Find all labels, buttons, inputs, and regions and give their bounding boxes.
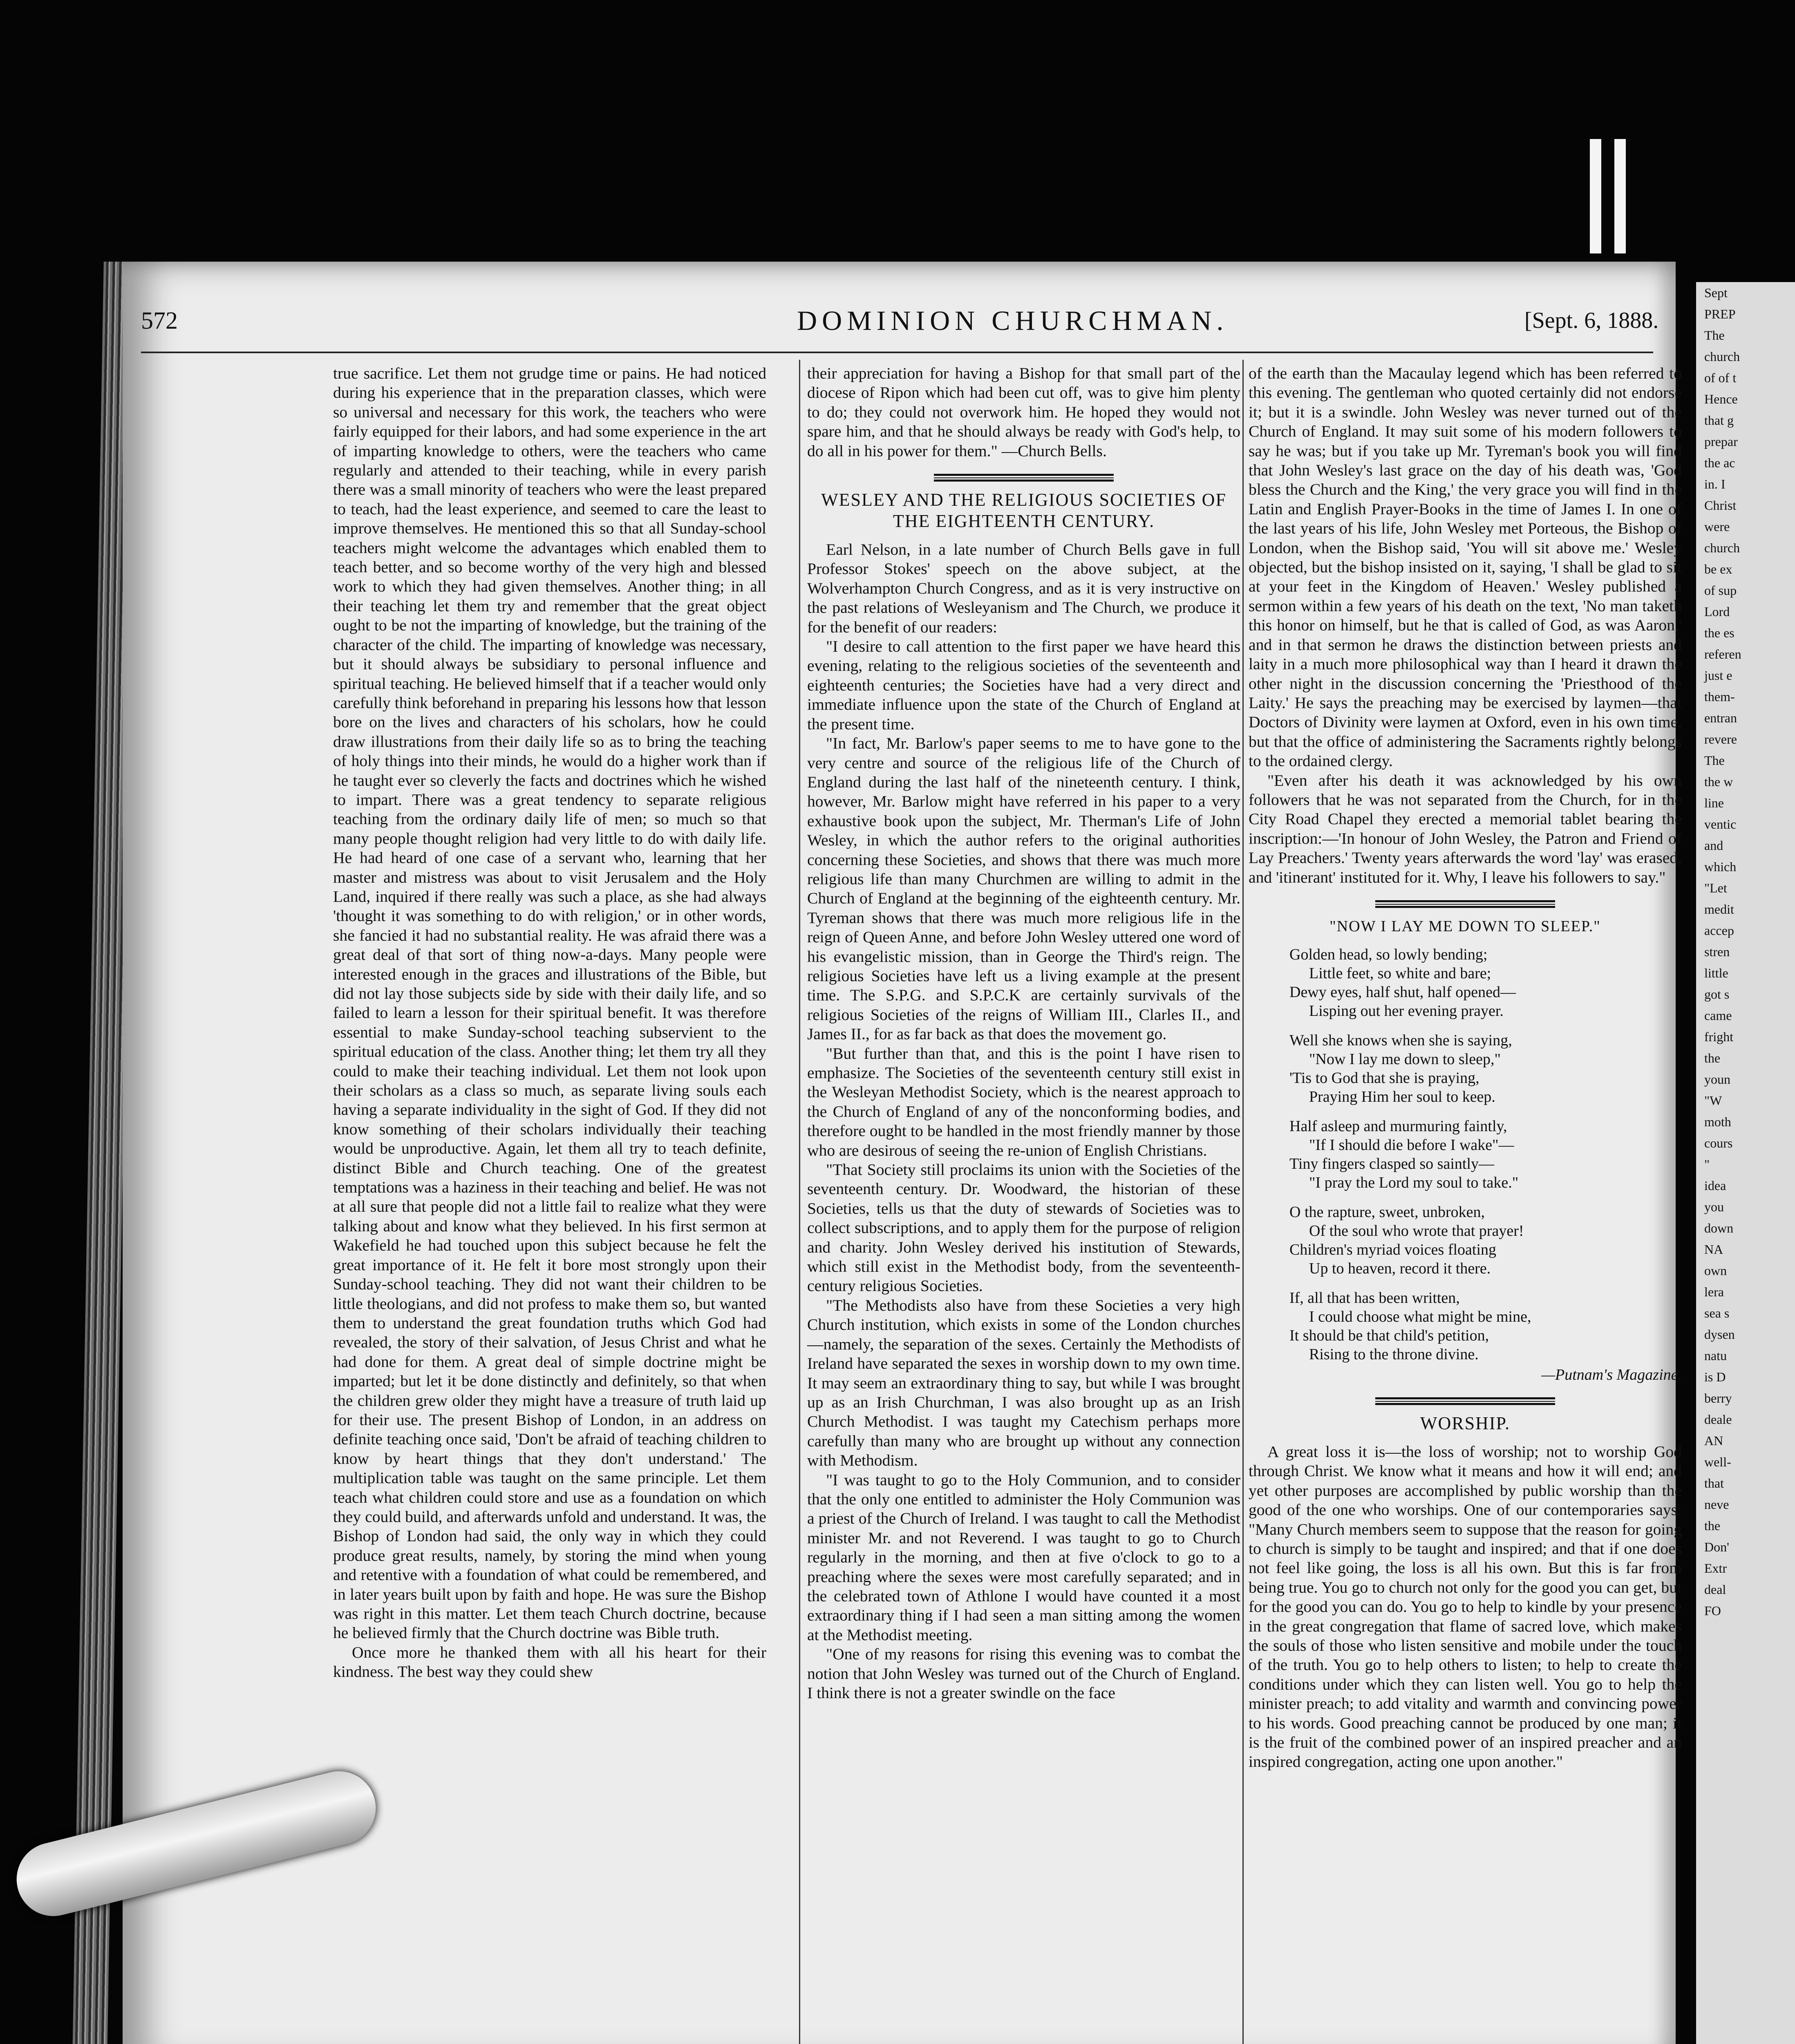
adjacent-page-line: the xyxy=(1704,1518,1721,1533)
section-divider-ornament xyxy=(934,473,1114,482)
adjacent-page-line: Sept xyxy=(1704,285,1728,300)
adjacent-page-line: line xyxy=(1704,796,1724,810)
column-divider xyxy=(1242,360,1244,2044)
adjacent-page-line: AN xyxy=(1704,1433,1723,1448)
poem-line: "I pray the Lord my soul to take." xyxy=(1309,1174,1519,1191)
paragraph: their appreciation for having a Bishop for that small part of the diocese of Ripon which had been cut off, was to give him plenty to do; they could not overwork him. He hoped they would not spare him, and that he should always be ready with God's help, to do all in his power for them." —Church Bells. xyxy=(807,364,1240,460)
adjacent-page-line: deal xyxy=(1704,1582,1726,1597)
adjacent-page-line: fright xyxy=(1704,1029,1734,1044)
scan-marker-bar xyxy=(1590,139,1601,253)
adjacent-page-line: came xyxy=(1704,1008,1732,1023)
adjacent-page-line: and xyxy=(1704,838,1723,853)
adjacent-page-line: just e xyxy=(1704,668,1732,683)
poem-line: Well she knows when she is saying, xyxy=(1289,1031,1512,1049)
adjacent-page-line: referen xyxy=(1704,647,1741,661)
poem-line: Half asleep and murmuring faintly, xyxy=(1289,1117,1507,1135)
paragraph: "In fact, Mr. Barlow's paper seems to me to have gone to the very centre and source of the religious life of the Church of England during the last half of the nineteenth century. I think, however, Mr. Barlow might have referred in his paper to a very exhaustive book upon the subject, Mr. Therman's Life of John Wesley, in which the author refers to the original authorities concerning these Societies, and shows that there was much more religious life than many Churchmen are willing to admit in the Church of England at the beginning of the eighteenth century. Mr. Tyreman shows that there was much more religious life in the reign of Queen Anne, and before John Wesley uttered one word of his evangelistic mission, than in George the Third's reign. The religious Societies have left us a living example at the present time. The S.P.G. and S.P.C.K are certainly survivals of the religious Societies of the reigns of William III., Clarles II., and James II., for as far back as that does the movement go. xyxy=(807,734,1240,1043)
column-divider xyxy=(799,360,800,2044)
poem-line: I could choose what might be mine, xyxy=(1309,1308,1531,1325)
paragraph: "That Society still proclaims its union with the Societies of the seventeenth century. Dr. Woodward, the historian of these Societies, tells us that the duty of stewards of Societies was to collect subscriptions, and to apply them for the purpose of religion and charity. John Wesley derived his institution of Stewards, which still exist in the Methodist body, from the seventeenth-century religious Societies. xyxy=(807,1161,1240,1295)
section-divider-ornament xyxy=(1375,1396,1555,1405)
adjacent-page-line: in. I xyxy=(1704,477,1726,491)
adjacent-page-line: accep xyxy=(1704,923,1734,938)
adjacent-page-line: berry xyxy=(1704,1391,1732,1405)
poem-line: "If I should die before I wake"— xyxy=(1309,1136,1514,1154)
poem-stanza xyxy=(1289,1117,1682,1192)
paragraph: A great loss it is—the loss of worship; not to worship God through Christ. We know what it means and how it will end; and yet other purposes are accomplished by public worship than the good of the one who worships. One of our contemporaries says: "Many Church members seem to suppose that the reason for going to church is simply to be taught and inspired; and that if one does not feel like going, the loss is all his own. But this is far from being true. You go to church not only for the good you can get, but for the good you can do. You go to help to kindle by your presence in the great congregation that flame of sacred love, which makes the souls of those who listen sensitive and mobile under the touch of the truth. You go to help others to listen; to help to create the conditions under which they can listen well. You go to help the minister preach; to add vitality and warmth and convincing power to his words. Good preaching cannot be produced by one man; it is the fruit of the combined power of an inspired preacher and an inspired congregation, acting one upon another." xyxy=(1249,1442,1682,1771)
adjacent-page-line: stren xyxy=(1704,944,1730,959)
page-number: 572 xyxy=(141,307,178,334)
scan-marker-bar xyxy=(1614,139,1626,253)
adjacent-page-line: "Let xyxy=(1704,881,1727,895)
column-3 xyxy=(1249,364,1682,1772)
adjacent-page-line: entran xyxy=(1704,710,1737,725)
adjacent-page-line: " xyxy=(1704,1157,1710,1172)
adjacent-page-line: prepar xyxy=(1704,434,1738,449)
adjacent-page-line: Extr xyxy=(1704,1561,1727,1576)
poem-line: "Now I lay me down to sleep," xyxy=(1309,1050,1501,1068)
header-rule xyxy=(141,352,1653,353)
adjacent-page-text xyxy=(1696,282,1795,1621)
poem-credit: —Putnam's Magazine. xyxy=(1541,1366,1682,1383)
poem-line: Up to heaven, record it there. xyxy=(1309,1260,1491,1277)
poem-line: Praying Him her soul to keep. xyxy=(1309,1088,1495,1105)
paragraph: "One of my reasons for rising this evening was to combat the notion that John Wesley was turned out of the Church of England. I think there is not a greater swindle on the face xyxy=(807,1645,1240,1702)
adjacent-page-line: got s xyxy=(1704,987,1730,1002)
article-title: WESLEY AND THE RELIGIOUS SOCIETIES OF THE EIGHTEENTH CENTURY. xyxy=(821,490,1227,531)
paragraph: of the earth than the Macaulay legend which has been referred to this evening. The gentleman who quoted certainly did not endorse it; but it is a swindle. John Wesley was never turned out of the Church of England. It may suit some of his modern followers to say he was; but if you take up Mr. Tyreman's book you will find that John Wesley's last grace on the day of his death was, 'God bless the Church and the King,' the very grace you will find in the Latin and English Prayer-Books in the time of James I. In one of the last years of his life, John Wesley met Porteous, the Bishop of London, when the Bishop said, 'You will sit above me.' Wesley objected, but the bishop insisted on it, saying, 'I shall be glad to sit at your feet in the Kingdom of Heaven.' Wesley published a sermon within a few years of his death on the text, 'No man taketh this honor on himself, but he that is called of God, as was Aaron,' and in that sermon he draws the distinction between priests and laity in a much more philosophical way than I heard it drawn the other night in the discussion concerning the 'Priesthood of the Laity.' He says the preaching may be exercised by laymen—that Doctors of Divinity were laymen at Oxford, even in his own time, but that the office of administering the Sacraments rightly belongs to the ordained clergy. xyxy=(1249,364,1682,770)
poem-stanza xyxy=(1289,945,1682,1020)
poem-line: Of the soul who wrote that prayer! xyxy=(1309,1222,1524,1239)
adjacent-page-strip xyxy=(1696,282,1795,2044)
adjacent-page-line: little xyxy=(1704,966,1728,980)
adjacent-page-line: own xyxy=(1704,1263,1727,1278)
adjacent-page-line: The xyxy=(1704,328,1725,343)
adjacent-page-line: of of t xyxy=(1704,370,1737,385)
column-1 xyxy=(333,364,766,1682)
adjacent-page-line: revere xyxy=(1704,732,1737,746)
paragraph: Once more he thanked them with all his heart for their kindness. The best way they could shew xyxy=(333,1643,766,1681)
poem-line: Dewy eyes, half shut, half opened— xyxy=(1289,983,1516,1001)
poem-title: "NOW I LAY ME DOWN TO SLEEP." xyxy=(1329,917,1601,935)
poem-stanza xyxy=(1289,1203,1682,1278)
adjacent-page-line: the es xyxy=(1704,625,1735,640)
adjacent-page-line: the w xyxy=(1704,774,1733,789)
poem-stanza xyxy=(1289,1031,1682,1106)
poem-line: 'Tis to God that she is praying, xyxy=(1289,1069,1479,1087)
adjacent-page-line: is D xyxy=(1704,1369,1726,1384)
adjacent-page-line: church xyxy=(1704,349,1740,364)
paragraph: "I desire to call attention to the first paper we have heard this evening, relating to the religious societies of the seventeenth and eighteenth centuries; the Societies have had a very direct and immediate influence upon the state of the Church of England at the present time. xyxy=(807,637,1240,733)
adjacent-page-line: the ac xyxy=(1704,455,1735,470)
adjacent-page-line: deale xyxy=(1704,1412,1732,1427)
adjacent-page-line: that g xyxy=(1704,413,1734,428)
poem-line: Little feet, so white and bare; xyxy=(1309,964,1491,982)
adjacent-page-line: that xyxy=(1704,1476,1724,1490)
adjacent-page-line: neve xyxy=(1704,1497,1729,1512)
poem-line: Rising to the throne divine. xyxy=(1309,1345,1479,1363)
masthead: DOMINION CHURCHMAN. xyxy=(797,305,1229,336)
adjacent-page-line: youn xyxy=(1704,1072,1730,1087)
article-title: WORSHIP. xyxy=(1420,1413,1511,1433)
adjacent-page-line: "W xyxy=(1704,1093,1722,1108)
poem-line: Tiny fingers clasped so saintly— xyxy=(1289,1155,1495,1172)
paragraph: "I was taught to go to the Holy Communion, and to consider that the only one entitled to administer the Holy Communion was a priest of the Church of Ireland. I was taught to call the Methodist minister Mr. and not Reverend. I was taught to go to Church regularly in the morning, and then at five o'clock to go to a preaching where the sexes were most carefully separated; and in the celebrated town of Athlone I would have counted it a most extraordinary thing if I had seen a man sitting among the women at the Methodist meeting. xyxy=(807,1470,1240,1644)
adjacent-page-line: dysen xyxy=(1704,1327,1735,1342)
adjacent-page-line: the xyxy=(1704,1051,1721,1065)
column-2 xyxy=(807,364,1240,1703)
adjacent-page-line: moth xyxy=(1704,1114,1731,1129)
adjacent-page-line: Hence xyxy=(1704,392,1738,406)
adjacent-page-line: lera xyxy=(1704,1284,1724,1299)
adjacent-page-line: medit xyxy=(1704,902,1734,917)
poem-line: If, all that has been written, xyxy=(1289,1289,1460,1307)
issue-date: [Sept. 6, 1888. xyxy=(1524,308,1659,333)
adjacent-page-line: them- xyxy=(1704,689,1735,704)
adjacent-page-line: well- xyxy=(1704,1455,1731,1469)
poem-line: Lisping out her evening prayer. xyxy=(1309,1002,1504,1020)
section-divider-ornament xyxy=(1375,899,1555,908)
adjacent-page-line: you xyxy=(1704,1199,1724,1214)
adjacent-page-line: cours xyxy=(1704,1136,1733,1150)
adjacent-page-line: Christ xyxy=(1704,498,1737,513)
adjacent-page-line: FO xyxy=(1704,1603,1721,1618)
poem-line: Golden head, so lowly bending; xyxy=(1289,946,1488,963)
paragraph: true sacrifice. Let them not grudge time or pains. He had noticed during his experience that in the preparation classes, which were so universal and necessary for this work, the teachers who were fairly equipped for their labors, and had some experience in the art of imparting knowledge to others, were the teachers who came regularly and attended to their teaching, while in every parish there was a small minority of teachers who were the least prepared to teach, had the least experience, and seemed to care the least to improve themselves. He mentioned this so that all Sunday-school teachers might welcome the advantages which enabled them to teach better, and so become worthy of the very high and blessed work to which they had given themselves. Another thing; in all their teaching let them try and remember that the great object ought to be not the imparting of knowledge, but the training of the character of the child. The imparting of knowledge was necessary, but it should always be subsidiary to personal influence and spiritual teaching. He believed himself that if a teacher would only carefully think beforehand in preparing his lessons how that lesson bore on the lives and characters of his scholars, how he could draw illustrations from their daily life so as to bring the teaching of holy things into their minds, he would do a higher work than if he taught ever so cleverly the facts and doctrines which he wished to impart. There was a great tendency to separate religious teaching from the ordinary daily life of men; so much so that many people thought religion had very little to do with daily life. He had heard of one case of a servant who, learning that her master and mistress was about to visit Jerusalem and the Holy Land, inquired if there really was such a place, as she had always 'thought it was something to do with religion,' or in other words, she fancied it had no substantial reality. He was afraid there was a great deal of that sort of thing now-a-days. Many people were interested enough in the graces and illustrations of the Bible, but did not lay those subjects side by side with their daily life, and so failed to learn a lesson for their spiritual benefit. It was therefore essential to make Sunday-school teaching subservient to the spiritual education of the class. Another thing; let them try all they could to make their teaching individual. Let them not look upon their scholars as a class so much, as separate living souls each having a separate individuality in the sight of God. If they did not know something of their scholars individually their teaching would be unproductive. Again, let them all try to teach definite, distinct Bible and Church teaching. One of the greatest temptations was a haziness in their teaching and belief. He was not at all sure that people did not a little fail to realize what they were talking about and know what they believed. In his first sermon at Wakefield he had touched upon this subject because he felt the great importance of it. He felt it bore most strongly upon their Sunday-school teaching. They did not want their children to be little theologians, and did not profess to make them so, but wanted them to understand the great foundation truths which God had revealed, the story of their salvation, of Jesus Christ and what he had done for them. A great deal of simple doctrine might be imparted; but let it be done distinctly and definitely, so that when the children grew older they might have a treasure of truth laid up for their use. The present Bishop of London, in an address on definite teaching once said, 'Don't be afraid of teaching children to know by heart things that they don't understand.' The multiplication table was taught on the same principle. Let them teach what children could store and use as a foundation on which they could build, and afterwards unfold and understand. It was, the Bishop of London had said, the only way in which they could produce great results, namely, by storing the mind when young and retentive with a foundation of what could be remembered, and in later years built upon by faith and hope. He was sure the Bishop was right in this matter. Let them teach Church doctrine, because he believed firmly that the Church doctrine was Bible truth. xyxy=(333,364,766,1642)
adjacent-page-line: Lord xyxy=(1704,604,1730,619)
poem xyxy=(1289,945,1682,1384)
adjacent-page-line: idea xyxy=(1704,1178,1726,1193)
adjacent-page-line: NA xyxy=(1704,1242,1723,1257)
paragraph: "But further than that, and this is the point I have risen to emphasize. The Societies of the seventeenth century still exist in the Wesleyan Methodist Society, which is the nearest approach to the Church of England of any of the nonconforming bodies, and therefore ought to be handled in the most friendly manner by those who are desirous of seeing the re-union of English Christians. xyxy=(807,1044,1240,1159)
adjacent-page-line: sea s xyxy=(1704,1306,1730,1320)
adjacent-page-line: natu xyxy=(1704,1348,1727,1363)
paragraph: "The Methodists also have from these Societies a very high Church institution, which exists in some of the London churches—namely, the separation of the sexes. Certainly the Methodists of Ireland have separated the sexes in worship down to my own time. It may seem an extraordinary thing to say, but while I was brought up as an Irish Churchman, I was also brought up as an Irish Church Methodist. I was taught my Catechism perhaps more carefully than many who are brought up without any connection with Methodism. xyxy=(807,1296,1240,1470)
poem-line: Children's myriad voices floating xyxy=(1289,1241,1497,1258)
poem-stanza xyxy=(1289,1289,1682,1364)
paragraph: "Even after his death it was acknowledged by his own followers that he was not separated from the Church, for in the City Road Chapel they erected a memorial tablet bearing the inscription:—'In honour of John Wesley, the Patron and Friend of Lay Preachers.' Twenty years afterwards the word 'lay' was erased, and 'itinerant' instituted for it. Why, I leave his followers to say." xyxy=(1249,771,1682,886)
adjacent-page-line: be ex xyxy=(1704,562,1732,576)
adjacent-page-line: church xyxy=(1704,540,1740,555)
adjacent-page-line: PREP xyxy=(1704,307,1736,321)
adjacent-page-line: of sup xyxy=(1704,583,1737,598)
poem-line: O the rapture, sweet, unbroken, xyxy=(1289,1203,1485,1221)
adjacent-page-line: ventic xyxy=(1704,817,1737,831)
adjacent-page-line: The xyxy=(1704,753,1725,768)
poem-line: It should be that child's petition, xyxy=(1289,1327,1489,1344)
paragraph: Earl Nelson, in a late number of Church Bells gave in full Professor Stokes' speech on the above subject, at the Wolverhampton Church Congress, and as it is very instructive on the past relations of Wesleyanism and The Church, we produce it for the benefit of our readers: xyxy=(807,540,1240,636)
adjacent-page-line: down xyxy=(1704,1221,1734,1235)
adjacent-page-line: which xyxy=(1704,859,1737,874)
adjacent-page-line: Don' xyxy=(1704,1540,1729,1554)
adjacent-page-line: were xyxy=(1704,519,1730,534)
